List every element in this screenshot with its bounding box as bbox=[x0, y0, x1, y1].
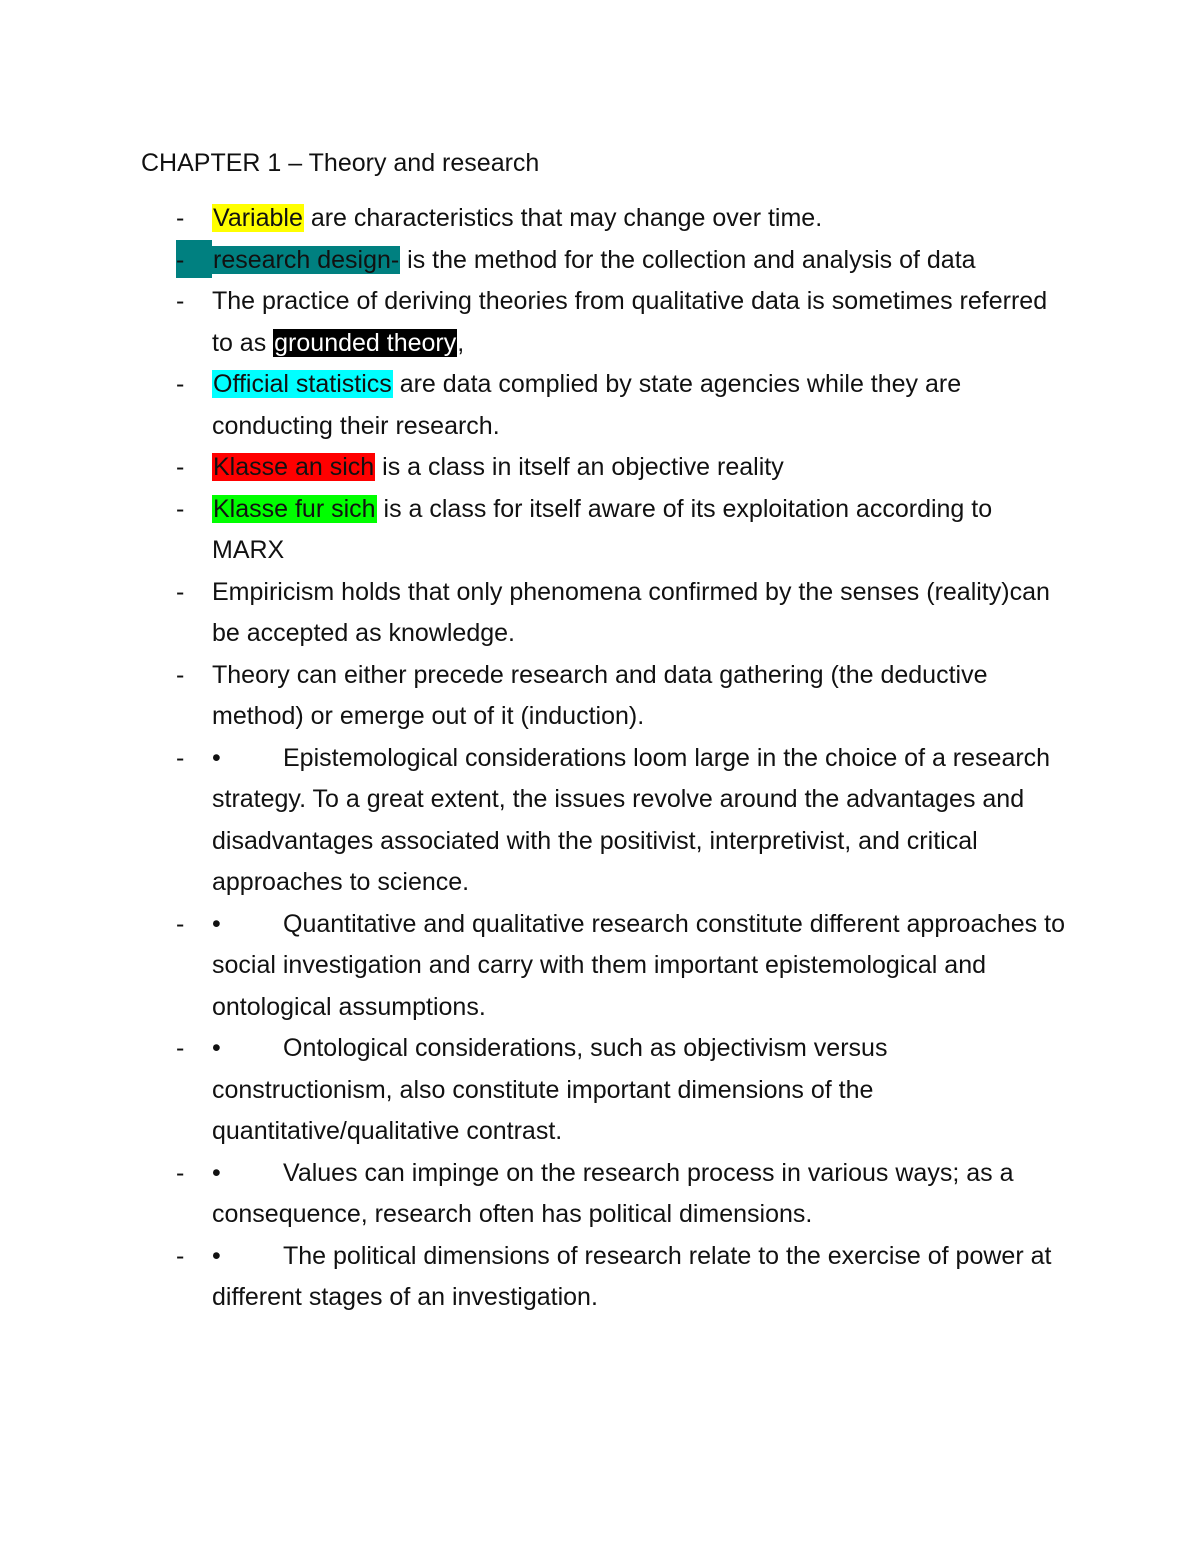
highlighted-term: Klasse an sich bbox=[213, 453, 375, 481]
dash-marker: - bbox=[176, 1241, 185, 1270]
dash-marker: - bbox=[176, 494, 185, 523]
item-text: is a class for itself aware of its exploitation according to MARX bbox=[212, 494, 993, 564]
list-item bbox=[0, 489, 1200, 572]
list-item bbox=[0, 738, 1200, 904]
dash-marker: - bbox=[176, 453, 185, 481]
dash-marker: - bbox=[176, 909, 185, 938]
dash-marker: - bbox=[176, 287, 185, 315]
item-text: are characteristics that may change over time. bbox=[303, 204, 823, 232]
bullet-icon: • bbox=[212, 909, 221, 938]
list-item bbox=[0, 1153, 1200, 1236]
item-text: Epistemological considerations loom large in the choice of a research strategy. To a great extent, the issues revolve around the advantages and disadvantages associated with the positivist, interpretivist, and critical approaches to science. bbox=[212, 743, 1051, 896]
item-text: Theory can either precede research and data gathering (the deductive method) or emerge out of it (induction). bbox=[212, 660, 988, 730]
item-text: Ontological considerations, such as objectivism versus constructionism, also constitute important dimensions of the quantitative/qualitative contrast. bbox=[212, 1034, 888, 1145]
list-item bbox=[0, 240, 1200, 282]
bullet-icon: • bbox=[212, 743, 221, 772]
bullet-icon: • bbox=[212, 1158, 221, 1187]
dash-marker: - bbox=[176, 370, 185, 398]
item-text: , bbox=[457, 328, 465, 357]
bullet-icon: • bbox=[212, 1241, 221, 1270]
item-text: The practice of deriving theories from qualitative data is sometimes referred to as bbox=[212, 287, 1048, 357]
list-item bbox=[0, 904, 1200, 1029]
dash-marker: - bbox=[176, 245, 185, 274]
notes-list bbox=[0, 198, 1200, 1319]
item-text: are data complied by state agencies while they are conducting their research. bbox=[212, 370, 962, 440]
item-text: Empiricism holds that only phenomena confirmed by the senses (reality)can be accepted as knowledge. bbox=[212, 577, 1050, 647]
highlighted-term: grounded theory bbox=[274, 328, 457, 357]
bullet-icon: • bbox=[212, 1034, 221, 1062]
dash-marker: - bbox=[176, 204, 185, 232]
list-item bbox=[0, 1236, 1200, 1319]
highlighted-term: research design- bbox=[213, 245, 400, 274]
list-item bbox=[0, 198, 1200, 240]
dash-marker: - bbox=[176, 743, 185, 772]
list-item bbox=[0, 655, 1200, 738]
highlighted-term: Klasse fur sich bbox=[213, 494, 376, 523]
dash-marker: - bbox=[176, 1034, 185, 1062]
item-text: Quantitative and qualitative research constitute different approaches to social investigation and carry with them important epistemological and ontological assumptions. bbox=[212, 909, 1065, 1021]
list-item bbox=[0, 572, 1200, 655]
highlighted-term: Variable bbox=[213, 204, 303, 232]
dash-marker: - bbox=[176, 660, 185, 689]
page-title: CHAPTER 1 – Theory and research bbox=[141, 149, 540, 177]
item-text: Values can impinge on the research process in various ways; as a consequence, research often has political dimensions. bbox=[212, 1158, 1014, 1228]
item-text: The political dimensions of research relate to the exercise of power at different stages of an investigation. bbox=[212, 1241, 1052, 1311]
dash-marker: - bbox=[176, 577, 185, 606]
list-item bbox=[0, 447, 1200, 489]
item-text: is a class in itself an objective reality bbox=[375, 453, 784, 481]
list-item bbox=[0, 1028, 1200, 1153]
item-text: is the method for the collection and analysis of data bbox=[400, 245, 976, 274]
list-item bbox=[0, 364, 1200, 447]
list-item bbox=[0, 281, 1200, 364]
highlighted-term: Official statistics bbox=[213, 370, 392, 398]
dash-marker: - bbox=[176, 1158, 185, 1187]
